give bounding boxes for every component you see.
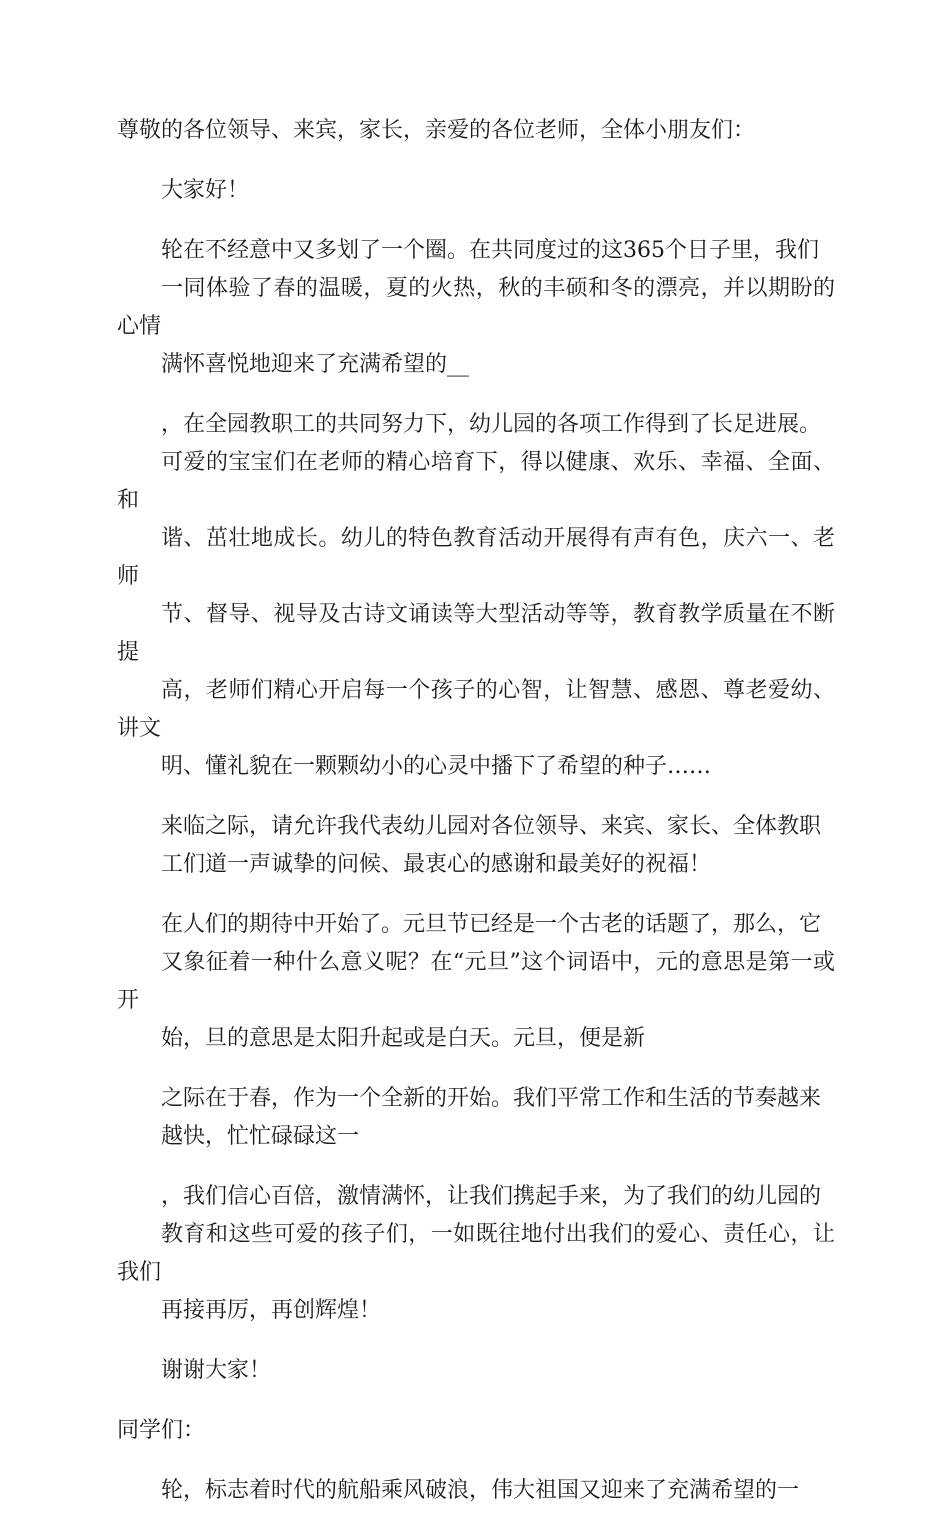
text-line: 教育和这些可爱的孩子们，一如既往地付出我们的爱心、责任心，让我们 — [117, 1222, 835, 1285]
text-line: 谢谢大家！ — [161, 1358, 272, 1383]
text-line: 可爱的宝宝们在老师的精心培育下，得以健康、欢乐、幸福、全面、和 — [117, 450, 835, 513]
text-line: 来临之际，请允许我代表幼儿园对各位领导、来宾、家长、全体教职 — [161, 814, 822, 839]
text-line: 工们道一声诚挚的问候、最衷心的感谢和最美好的祝福！ — [161, 852, 712, 877]
paragraph-para-2 — [117, 406, 835, 786]
paragraph-para-3 — [117, 808, 835, 884]
paragraph-para-7 — [117, 1472, 835, 1510]
paragraph-para-1 — [117, 232, 835, 384]
text-line: 轮在不经意中又多划了一个圈。在共同度过的这365个日子里，我们 — [161, 238, 819, 263]
text-line: 越快，忙忙碌碌这一 — [161, 1124, 360, 1149]
paragraph-para-6 — [117, 1178, 835, 1330]
text-line: ，我们信心百倍，激情满怀，让我们携起手来，为了我们的幼儿园的 — [161, 1184, 822, 1209]
text-line: 在人们的期待中开始了。元旦节已经是一个古老的话题了，那么，它 — [161, 912, 822, 937]
text-line: 始，旦的意思是太阳升起或是白天。元旦，便是新 — [161, 1026, 646, 1051]
text-line: ，在全园教职工的共同努力下，幼儿园的各项工作得到了长足进展。 — [161, 412, 822, 437]
paragraph-para-4 — [117, 906, 835, 1058]
text-line: 同学们： — [117, 1418, 206, 1443]
paragraph-greeting — [117, 172, 835, 210]
paragraph-salutation-1 — [117, 112, 835, 150]
paragraph-thanks — [117, 1352, 835, 1390]
paragraph-para-5 — [117, 1080, 835, 1156]
text-line: 再接再厉，再创辉煌！ — [161, 1298, 382, 1323]
text-line: 轮，标志着时代的航船乘风破浪，伟大祖国又迎来了充满希望的一 — [161, 1478, 800, 1503]
paragraph-salutation-2 — [117, 1412, 835, 1450]
text-line: 之际在于春，作为一个全新的开始。我们平常工作和生活的节奏越来 — [161, 1086, 822, 1111]
text-line: 尊敬的各位领导、来宾，家长，亲爱的各位老师，全体小朋友们： — [117, 118, 756, 143]
document-body — [117, 112, 835, 1532]
text-line: 大家好！ — [161, 178, 250, 203]
text-line: 又象征着一种什么意义呢？在“元旦”这个词语中，元的意思是第一或开 — [117, 950, 835, 1013]
text-line: 谐、茁壮地成长。幼儿的特色教育活动开展得有声有色，庆六一、老师 — [117, 526, 835, 589]
text-line: 节、督导、视导及古诗文诵读等大型活动等等，教育教学质量在不断提 — [117, 602, 835, 665]
text-line: 一同体验了春的温暖，夏的火热，秋的丰硕和冬的漂亮，并以期盼的心情 — [117, 276, 835, 339]
text-line: 满怀喜悦地迎来了充满希望的__ — [161, 352, 470, 377]
text-line: 明、懂礼貌在一颗颗幼小的心灵中播下了希望的种子…… — [161, 754, 712, 779]
text-line: 高，老师们精心开启每一个孩子的心智，让智慧、感恩、尊老爱幼、讲文 — [117, 678, 835, 741]
